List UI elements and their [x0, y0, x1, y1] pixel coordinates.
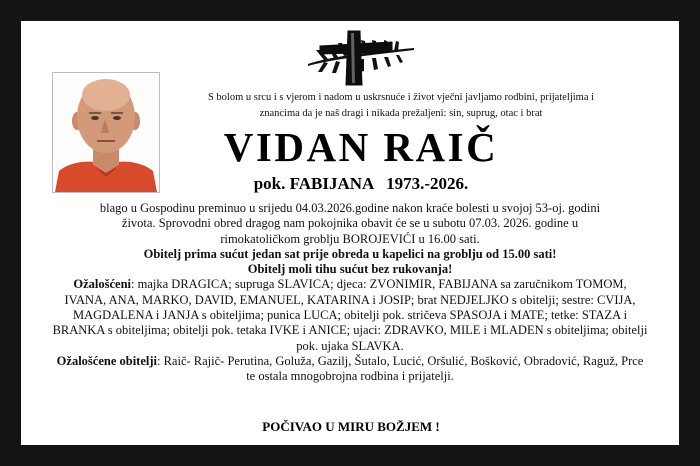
intro-text [151, 90, 651, 122]
closing-prayer: POČIVAO U MIRU BOŽJEM ! [262, 419, 440, 434]
deceased-name: VIDAN RAIČ [223, 124, 499, 170]
death-line-2: života. Sprovodni obred dragog nam pokojnika obavit će se u subotu 07.03. 2026. godine u [121, 216, 579, 231]
portrait-photo [52, 72, 160, 193]
mourners-paragraph [51, 277, 649, 353]
request-line: Obitelj moli tihu sućut bez rukovanja! [247, 262, 453, 277]
families-label: Ožalošćene obitelji [56, 353, 157, 368]
portrait-image [53, 73, 159, 192]
cross-with-palm-branch-icon [302, 30, 418, 86]
obituary-card [21, 21, 679, 445]
mourners-text: : majka DRAGICA; supruga SLAVICA; djeca: ZVONIMIR, FABIJANA sa zaručnikom TOMOM, IVANA, ANA, MARKO, DAVID, EMANUEL, KATARINA i JOSIP; brat NEDJELJKO s obitelji; sestre: CVIJA, MAGDALENA i JANJA s obiteljima; punica LUCA; obitelji pok. stričeva SPASOJA i MATE; tetke: STAZA i BRANKA s obiteljima; obitelji pok. tetaka IVKE i ANICE; ujaci: ZDRAVKO, MILE i MLADEN s obiteljima; obitelji pok. ujaka SLAVKA. [52, 277, 648, 353]
intro-line-2: znancima da je naš dragi i nikada prežaljeni: sin, suprug, otac i brat [259, 108, 543, 119]
notice-body [51, 201, 649, 385]
mourners-label: Ožalošćeni [73, 277, 132, 292]
death-line-1: blago u Gospodinu preminuo u srijedu 04.03.2026.godine nakon kraće bolesti u svojoj 53-oj. godini [99, 201, 601, 215]
families-paragraph [51, 354, 649, 385]
families-text: : Raič- Rajič- Perutina, Goluža, Gazilj, Šutalo, Lucić, Oršulić, Bošković, Obradović, Raguž, Prce te ostala mnogobrojna rodbina i prijatelji. [157, 353, 644, 384]
intro-line-1: S bolom u srcu i s vjerom i nadom u uskrsnuće i život vječni javljamo rodbini, prijateljima i [207, 92, 595, 103]
deceased-subtitle: pok. FABIJANA 1973.-2026. [253, 174, 469, 193]
death-line-3: rimokatoličkom groblju BOROJEVIĆI u 16.00 sati. [220, 231, 480, 246]
condolence-line: Obitelj prima sućut jedan sat prije obreda u kapelici na groblju od 15.00 sati! [143, 246, 557, 261]
